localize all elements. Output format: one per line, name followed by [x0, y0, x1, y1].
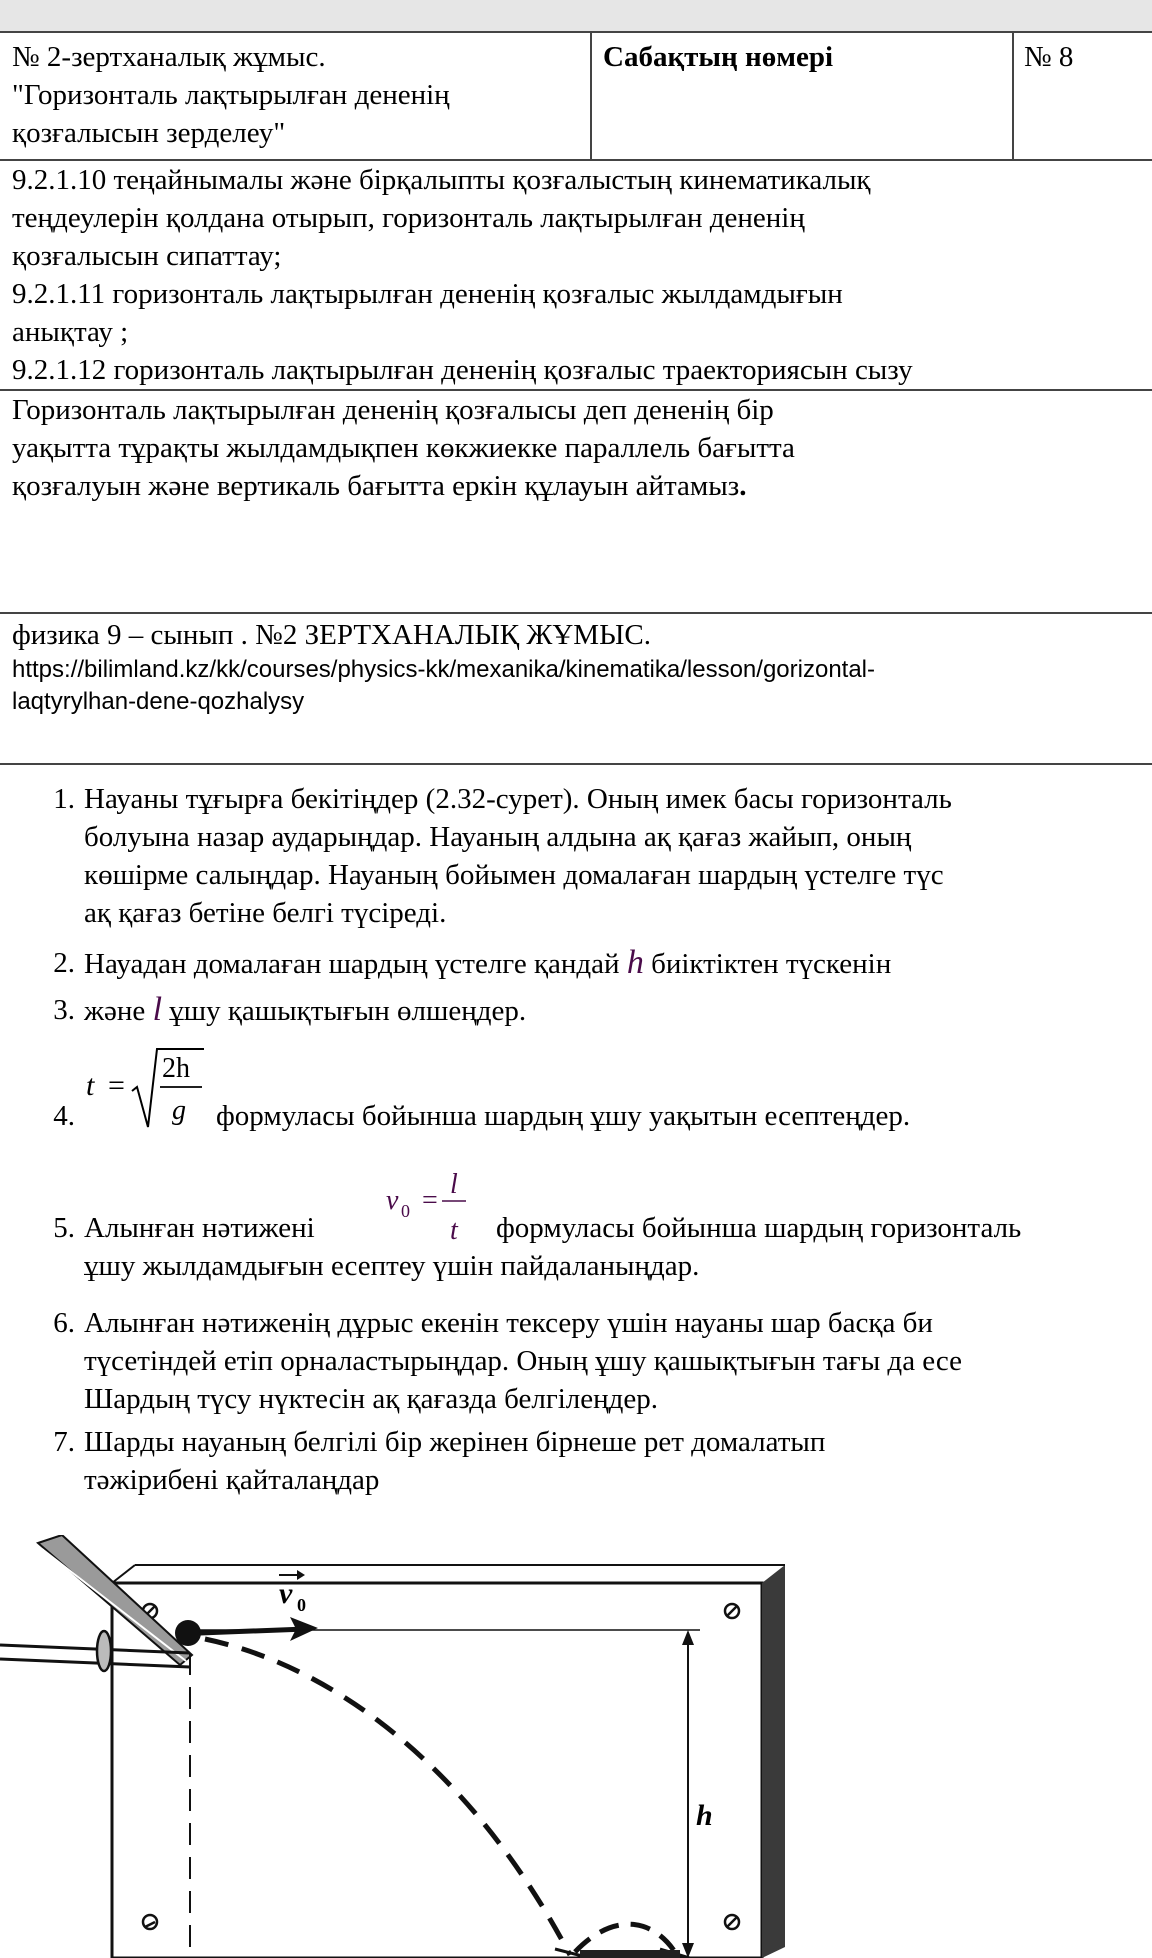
- table-rule: [0, 763, 1152, 765]
- svg-text:v: v: [386, 1185, 399, 1216]
- height-variable: h: [626, 944, 644, 981]
- list-item: 4. t = 2h g формуласы бойынша шардың ұшу уақытын есептеңдер.: [0, 1047, 1152, 1137]
- velocity-formula: [384, 1165, 484, 1249]
- svg-text:t: t: [86, 1069, 95, 1102]
- resource-link-continued[interactable]: laqtyrylhan-dene-qozhalysy: [12, 688, 305, 715]
- definition-text: Горизонталь лақтырылған дененің қозғалысы деп дененің бір уақытта тұрақты жылдамдықпен көкжиекке параллель бағытта қозғалуын және вертикаль бағытта еркін құлауын айтамыз.: [12, 394, 795, 502]
- table-column-divider: [590, 31, 592, 159]
- lesson-number-label: Сабақтың нөмері: [603, 41, 834, 73]
- table-rule: [0, 612, 1152, 614]
- projectile-apparatus-figure: [0, 1535, 800, 1958]
- svg-text:0: 0: [401, 1201, 410, 1221]
- svg-text:g: g: [172, 1095, 186, 1126]
- resource-link[interactable]: https://bilimland.kz/kk/courses/physics-kk/mexanika/kinematika/lesson/gorizontal-: [12, 656, 876, 683]
- time-formula: [80, 1047, 215, 1137]
- svg-text:l: l: [450, 1169, 458, 1200]
- velocity-label: v: [279, 1577, 293, 1610]
- svg-text:=: =: [108, 1069, 125, 1102]
- svg-text:2h: 2h: [162, 1053, 190, 1084]
- svg-text:t: t: [450, 1215, 458, 1246]
- svg-text:=: =: [422, 1185, 438, 1216]
- list-item: 5. Алынған нәтижені v 0 = l t формуласы бойынша шардың горизонталь ұшу жылдамдығын есептеу үшін пайдаланыңдар.: [0, 1165, 1152, 1255]
- learning-objectives: 9.2.1.10 теңайнымалы және бірқалыпты қозғалыстың кинематикалық теңдеулерін қолдана отырып, горизонталь лақтырылған дененің қозғалысын сипаттау; 9.2.1.11 горизонталь лақтырылған дененің қозғалыс жылдамдығын анықтау ; 9.2.1.12 горизонталь лақтырылған дененің қозғалыс траекториясын сызу: [12, 164, 913, 386]
- resource-block: [12, 616, 875, 718]
- height-label: h: [696, 1799, 713, 1832]
- distance-variable: l: [152, 991, 163, 1028]
- lesson-number-value: № 8: [1024, 41, 1074, 73]
- table-column-divider: [1012, 31, 1014, 159]
- svg-text:0: 0: [297, 1595, 306, 1615]
- work-title: № 2-зертханалық жұмыс. "Горизонталь лақтырылған дененің қозғалысын зерделеу": [12, 41, 450, 149]
- top-toolbar-strip: [0, 0, 1152, 33]
- resource-title: физика 9 – сынып . №2 ЗЕРТХАНАЛЫҚ ЖҰМЫС.: [12, 619, 651, 651]
